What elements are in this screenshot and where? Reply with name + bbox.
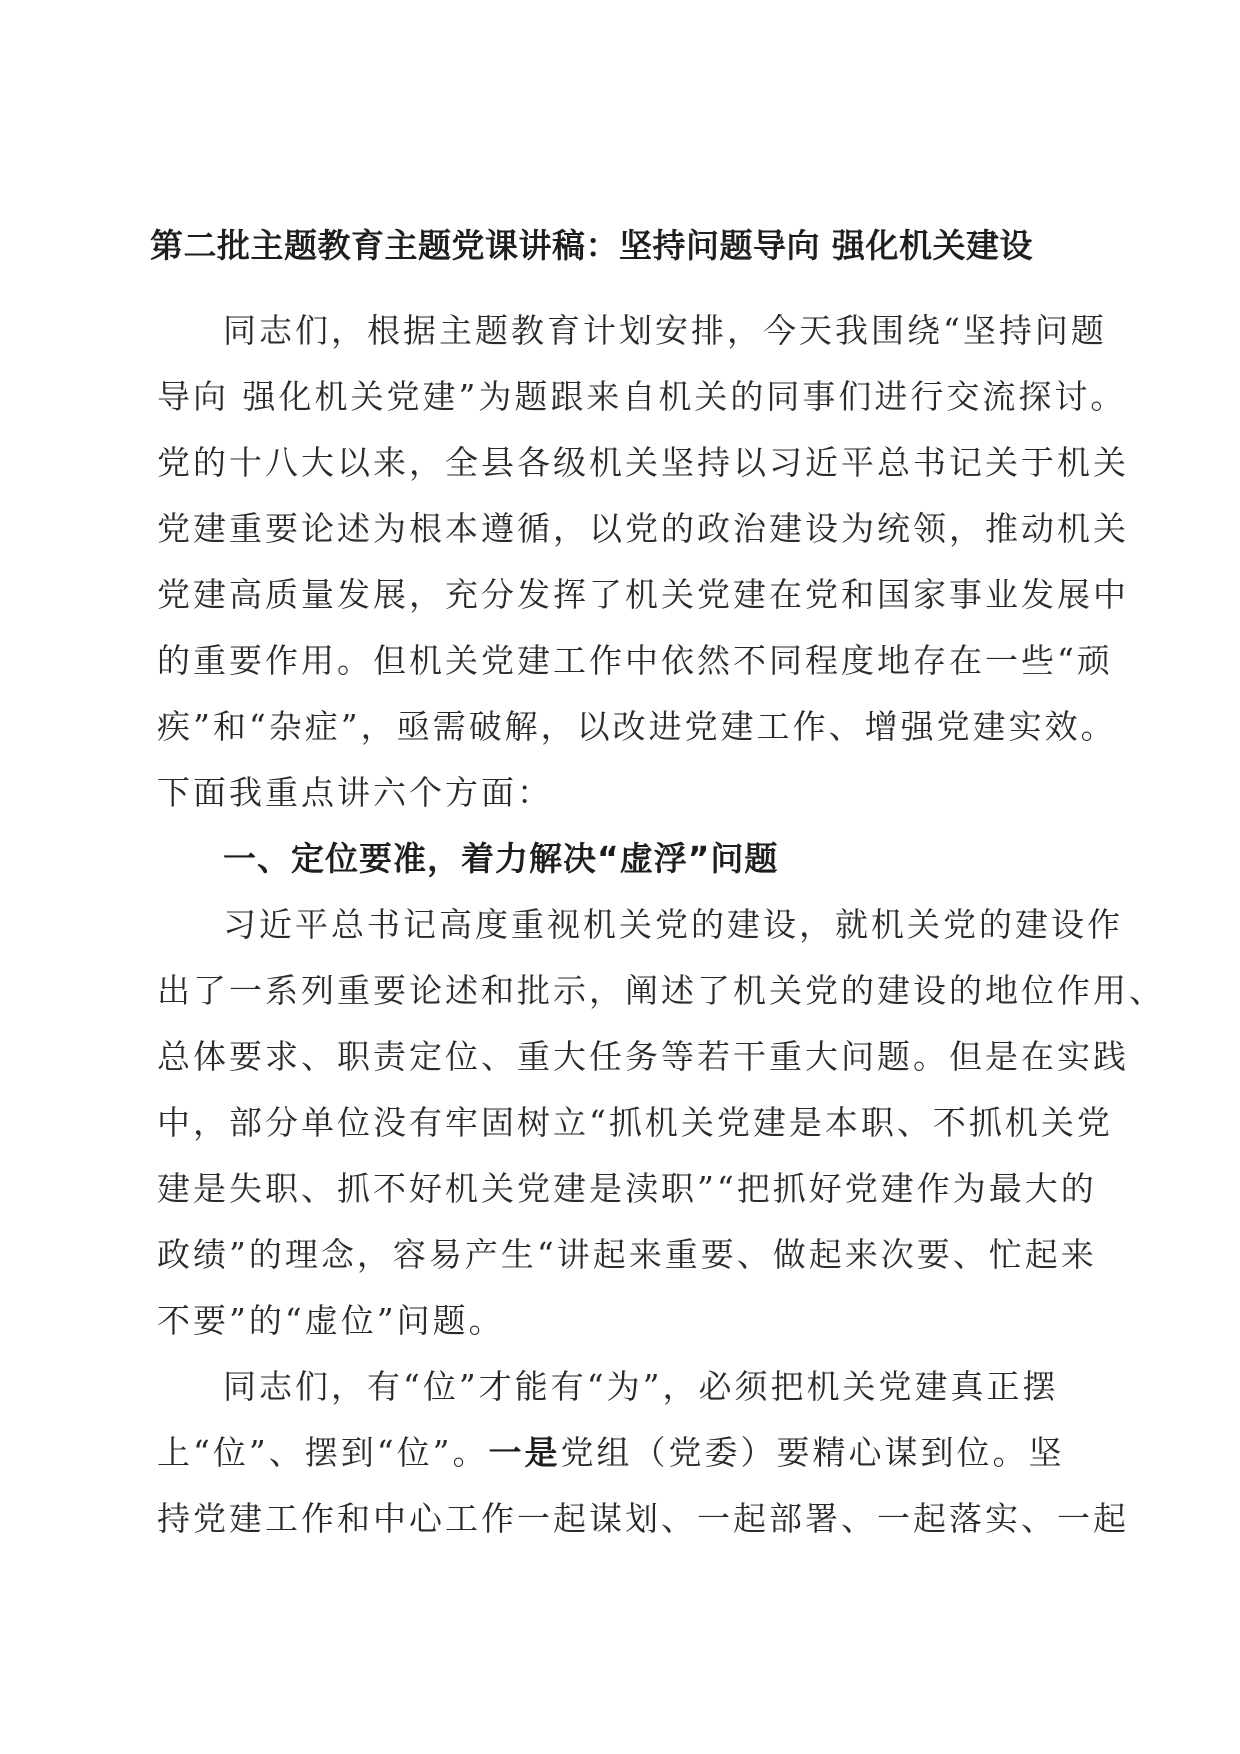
text-line: 总体要求、职责定位、重大任务等若干重大问题。但是在实践 <box>157 1037 1129 1076</box>
text-line <box>157 1420 1065 1486</box>
text-line: 不要”的“虚位”问题。 <box>157 1301 505 1340</box>
text-line: 政绩”的理念，容易产生“讲起来重要、做起来次要、忙起来 <box>157 1235 1097 1274</box>
text-run: 党组（党委）要精心谋到位。坚 <box>560 1433 1065 1472</box>
text-line: 的重要作用。但机关党建工作中依然不同程度地存在一些“顽 <box>157 641 1113 680</box>
text-line: 建是失职、抓不好机关党建是渎职”“把抓好党建作为最大的 <box>157 1169 1097 1208</box>
text-line: 下面我重点讲六个方面： <box>157 773 553 812</box>
document-title: 第二批主题教育主题党课讲稿：坚持问题导向 强化机关建设 <box>150 226 1033 265</box>
text-line: 出了一系列重要论述和批示，阐述了机关党的建设的地位作用、 <box>157 971 1165 1010</box>
section1-paragraph-1 <box>157 892 1165 1354</box>
text-line: 中，部分单位没有牢固树立“抓机关党建是本职、不抓机关党 <box>157 1103 1113 1142</box>
text-line: 党建重要论述为根本遵循，以党的政治建设为统领，推动机关 <box>157 509 1129 548</box>
emphasis-first: 一是 <box>488 1433 561 1472</box>
text-run: 上“位”、摆到“位”。 <box>157 1433 489 1472</box>
intro-paragraph <box>157 298 1129 826</box>
text-line: 习近平总书记高度重视机关党的建设，就机关党的建设作 <box>223 905 1123 944</box>
section1-paragraph-2 <box>157 1354 1129 1552</box>
text-line: 持党建工作和中心工作一起谋划、一起部署、一起落实、一起 <box>157 1499 1129 1538</box>
text-line: 同志们，根据主题教育计划安排，今天我围绕“坚持问题 <box>223 311 1107 350</box>
text-line: 党建高质量发展，充分发挥了机关党建在党和国家事业发展中 <box>157 575 1129 614</box>
section-heading-1: 一、定位要准，着力解决“虚浮”问题 <box>223 839 779 878</box>
text-line: 导向 强化机关党建”为题跟来自机关的同事们进行交流探讨。 <box>157 377 1127 416</box>
text-line: 党的十八大以来，全县各级机关坚持以习近平总书记关于机关 <box>157 443 1129 482</box>
text-line: 同志们，有“位”才能有“为”，必须把机关党建真正摆 <box>223 1367 1059 1406</box>
document-body <box>157 298 1165 1552</box>
text-line: 疾”和“杂症”，亟需破解，以改进党建工作、增强党建实效。 <box>157 707 1117 746</box>
